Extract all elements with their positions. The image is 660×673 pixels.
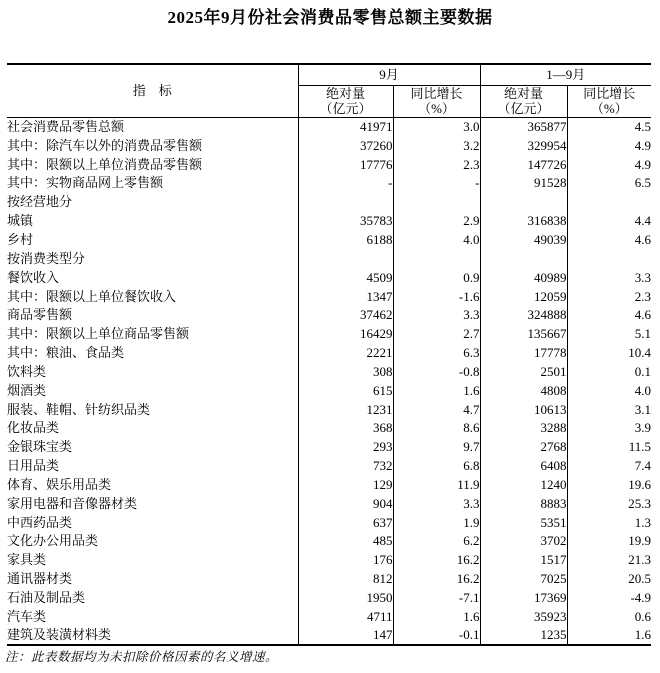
ytd-yoy-cell: 4.5 [567,117,651,136]
header-sep-yoy-unit: （%） [418,101,455,116]
sep-yoy-cell: 1.6 [393,381,480,400]
sep-yoy-cell [393,249,480,268]
ytd-yoy-cell: 4.9 [567,136,651,155]
table-row [7,192,651,211]
sep-absolute-cell: 129 [298,475,393,494]
sep-yoy-cell: 8.6 [393,419,480,438]
sep-yoy-cell: 4.0 [393,230,480,249]
sep-yoy-cell: 6.8 [393,456,480,475]
sep-absolute-cell: 6188 [298,230,393,249]
table-row [7,569,651,588]
row-label: 烟酒类 [7,382,47,398]
ytd-absolute-cell: 40989 [480,268,567,287]
ytd-absolute-cell: 365877 [480,117,567,136]
table-row [7,607,651,626]
ytd-absolute-cell: 147726 [480,155,567,174]
ytd-absolute-cell: 10613 [480,400,567,419]
row-label: 金银珠宝类 [7,439,73,455]
row-label: 其中：粮油、食品类 [7,345,125,361]
sep-absolute-cell: 17776 [298,155,393,174]
sep-absolute-cell: 4509 [298,268,393,287]
ytd-yoy-cell: 21.3 [567,550,651,569]
row-label: 餐饮收入 [7,269,60,285]
sep-absolute-cell: 485 [298,532,393,551]
sep-absolute-cell: 637 [298,513,393,532]
sep-yoy-cell: 11.9 [393,475,480,494]
header-ytd-yoy-label: 同比增长 [583,86,636,101]
row-label: 家用电器和音像器材类 [7,495,138,511]
sep-yoy-cell: 1.9 [393,513,480,532]
sep-absolute-cell: 293 [298,437,393,456]
header-sep-yoy-label: 同比增长 [410,86,463,101]
sep-yoy-cell: -7.1 [393,588,480,607]
ytd-absolute-cell: 6408 [480,456,567,475]
header-sep-absolute [298,85,393,117]
ytd-yoy-cell: 5.1 [567,324,651,343]
table-row [7,475,651,494]
ytd-absolute-cell: 324888 [480,305,567,324]
sep-yoy-cell: 3.0 [393,117,480,136]
ytd-absolute-cell: 8883 [480,494,567,513]
ytd-absolute-cell: 135667 [480,324,567,343]
header-ytd-absolute-unit: （亿元） [497,101,550,116]
row-label: 通讯器材类 [7,571,73,587]
sep-absolute-cell: 41971 [298,117,393,136]
ytd-yoy-cell [567,192,651,211]
header-period-september: 9月 [298,64,480,85]
sep-yoy-cell: 4.7 [393,400,480,419]
ytd-absolute-cell: 2768 [480,437,567,456]
ytd-absolute-cell: 5351 [480,513,567,532]
sep-absolute-cell: 176 [298,550,393,569]
page-title: 2025年9月份社会消费品零售总额主要数据 [167,8,493,27]
ytd-yoy-cell: -4.9 [567,588,651,607]
row-label: 按消费类型分 [7,250,86,266]
sep-yoy-cell: 6.3 [393,343,480,362]
table-row [7,324,651,343]
sep-absolute-cell: 4711 [298,607,393,626]
row-label: 家具类 [7,552,47,568]
ytd-yoy-cell: 2.3 [567,287,651,306]
table-row [7,230,651,249]
sep-absolute-cell: 37260 [298,136,393,155]
row-label: 社会消费品零售总额 [7,119,125,135]
sep-yoy-cell: 2.3 [393,155,480,174]
ytd-absolute-cell: 91528 [480,174,567,193]
sep-absolute-cell: 904 [298,494,393,513]
ytd-yoy-cell: 1.3 [567,513,651,532]
table-row [7,532,651,551]
row-label: 其中：限额以上单位餐饮收入 [7,288,177,304]
ytd-yoy-cell: 11.5 [567,437,651,456]
sep-yoy-cell: -1.6 [393,287,480,306]
ytd-yoy-cell: 19.6 [567,475,651,494]
row-label: 其中：限额以上单位商品零售额 [7,326,190,342]
table-row [7,513,651,532]
table-row [7,588,651,607]
row-label: 日用品类 [7,458,60,474]
ytd-absolute-cell: 3702 [480,532,567,551]
ytd-absolute-cell [480,249,567,268]
table-row [7,456,651,475]
sep-yoy-cell: -0.1 [393,626,480,645]
table-row [7,550,651,569]
ytd-absolute-cell: 17778 [480,343,567,362]
row-label: 其中：实物商品网上零售额 [7,175,164,191]
table-row [7,381,651,400]
sep-yoy-cell: 16.2 [393,550,480,569]
ytd-absolute-cell: 316838 [480,211,567,230]
table-row [7,268,651,287]
ytd-absolute-cell: 1517 [480,550,567,569]
ytd-absolute-cell: 49039 [480,230,567,249]
ytd-yoy-cell: 4.9 [567,155,651,174]
ytd-yoy-cell: 1.6 [567,626,651,645]
sep-yoy-cell: 6.2 [393,532,480,551]
sep-absolute-cell: 2221 [298,343,393,362]
sep-absolute-cell: 147 [298,626,393,645]
ytd-yoy-cell: 4.6 [567,230,651,249]
sep-absolute-cell: 732 [298,456,393,475]
sep-absolute-cell: 812 [298,569,393,588]
row-label: 乡村 [7,231,34,247]
table-row [7,419,651,438]
sep-absolute-cell [298,192,393,211]
row-label: 商品零售额 [7,307,73,323]
sep-absolute-cell [298,249,393,268]
ytd-yoy-cell: 7.4 [567,456,651,475]
row-label: 汽车类 [7,608,47,624]
table-row [7,117,651,136]
ytd-absolute-cell: 3288 [480,419,567,438]
ytd-yoy-cell: 3.9 [567,419,651,438]
sep-absolute-cell: - [298,174,393,193]
sep-yoy-cell: 16.2 [393,569,480,588]
header-period-jan-sep: 1—9月 [480,64,651,85]
sep-yoy-cell: 3.3 [393,305,480,324]
table-footnote: 注：此表数据均为未扣除价格因素的名义增速。 [5,649,279,664]
row-label: 城镇 [7,213,34,229]
row-label: 文化办公用品类 [7,533,99,549]
row-label: 服装、鞋帽、针纺织品类 [7,401,151,417]
sep-absolute-cell: 16429 [298,324,393,343]
table-row [7,287,651,306]
header-ytd-absolute-label: 绝对量 [504,86,544,101]
ytd-yoy-cell: 25.3 [567,494,651,513]
table-row [7,211,651,230]
table-row [7,437,651,456]
ytd-yoy-cell: 10.4 [567,343,651,362]
ytd-yoy-cell: 3.3 [567,268,651,287]
sep-yoy-cell: - [393,174,480,193]
sep-absolute-cell: 37462 [298,305,393,324]
header-sep-yoy [393,85,480,117]
row-label: 体育、娱乐用品类 [7,476,112,492]
header-sep-absolute-unit: （亿元） [319,101,372,116]
ytd-absolute-cell: 2501 [480,362,567,381]
table-row [7,136,651,155]
row-label: 中西药品类 [7,514,73,530]
ytd-yoy-cell: 0.1 [567,362,651,381]
header-indicator: 指 标 [7,64,298,117]
ytd-yoy-cell: 20.5 [567,569,651,588]
sep-yoy-cell: -0.8 [393,362,480,381]
sep-absolute-cell: 1231 [298,400,393,419]
row-label: 石油及制品类 [7,590,86,606]
table-row [7,249,651,268]
ytd-absolute-cell: 1235 [480,626,567,645]
sep-absolute-cell: 1950 [298,588,393,607]
retail-sales-table [7,63,651,646]
sep-yoy-cell: 3.2 [393,136,480,155]
ytd-yoy-cell [567,249,651,268]
table-row [7,494,651,513]
ytd-yoy-cell: 3.1 [567,400,651,419]
table-row [7,305,651,324]
header-ytd-yoy [567,85,651,117]
ytd-absolute-cell: 4808 [480,381,567,400]
row-label: 饮料类 [7,363,47,379]
ytd-yoy-cell: 4.0 [567,381,651,400]
table-row [7,362,651,381]
ytd-absolute-cell: 329954 [480,136,567,155]
ytd-absolute-cell: 12059 [480,287,567,306]
header-ytd-absolute [480,85,567,117]
header-ytd-yoy-unit: （%） [590,101,628,116]
ytd-yoy-cell: 19.9 [567,532,651,551]
row-label: 建筑及装潢材料类 [7,627,112,643]
table-row [7,174,651,193]
ytd-absolute-cell [480,192,567,211]
table-row [7,400,651,419]
sep-absolute-cell: 35783 [298,211,393,230]
row-label: 其中：除汽车以外的消费品零售额 [7,137,203,153]
ytd-absolute-cell: 17369 [480,588,567,607]
header-row-periods [7,64,651,85]
sep-absolute-cell: 368 [298,419,393,438]
row-label: 按经营地分 [7,194,73,210]
sep-yoy-cell: 2.9 [393,211,480,230]
sep-yoy-cell: 1.6 [393,607,480,626]
ytd-yoy-cell: 0.6 [567,607,651,626]
table-row [7,626,651,645]
sep-yoy-cell: 0.9 [393,268,480,287]
table-row [7,343,651,362]
sep-yoy-cell: 9.7 [393,437,480,456]
sep-absolute-cell: 308 [298,362,393,381]
ytd-yoy-cell: 6.5 [567,174,651,193]
ytd-absolute-cell: 35923 [480,607,567,626]
sep-yoy-cell: 3.3 [393,494,480,513]
ytd-absolute-cell: 7025 [480,569,567,588]
header-sep-absolute-label: 绝对量 [325,86,365,101]
row-label: 化妆品类 [7,420,60,436]
sep-yoy-cell [393,192,480,211]
sep-absolute-cell: 615 [298,381,393,400]
table-row [7,155,651,174]
sep-yoy-cell: 2.7 [393,324,480,343]
sep-absolute-cell: 1347 [298,287,393,306]
ytd-absolute-cell: 1240 [480,475,567,494]
row-label: 其中：限额以上单位消费品零售额 [7,156,203,172]
ytd-yoy-cell: 4.4 [567,211,651,230]
ytd-yoy-cell: 4.6 [567,305,651,324]
